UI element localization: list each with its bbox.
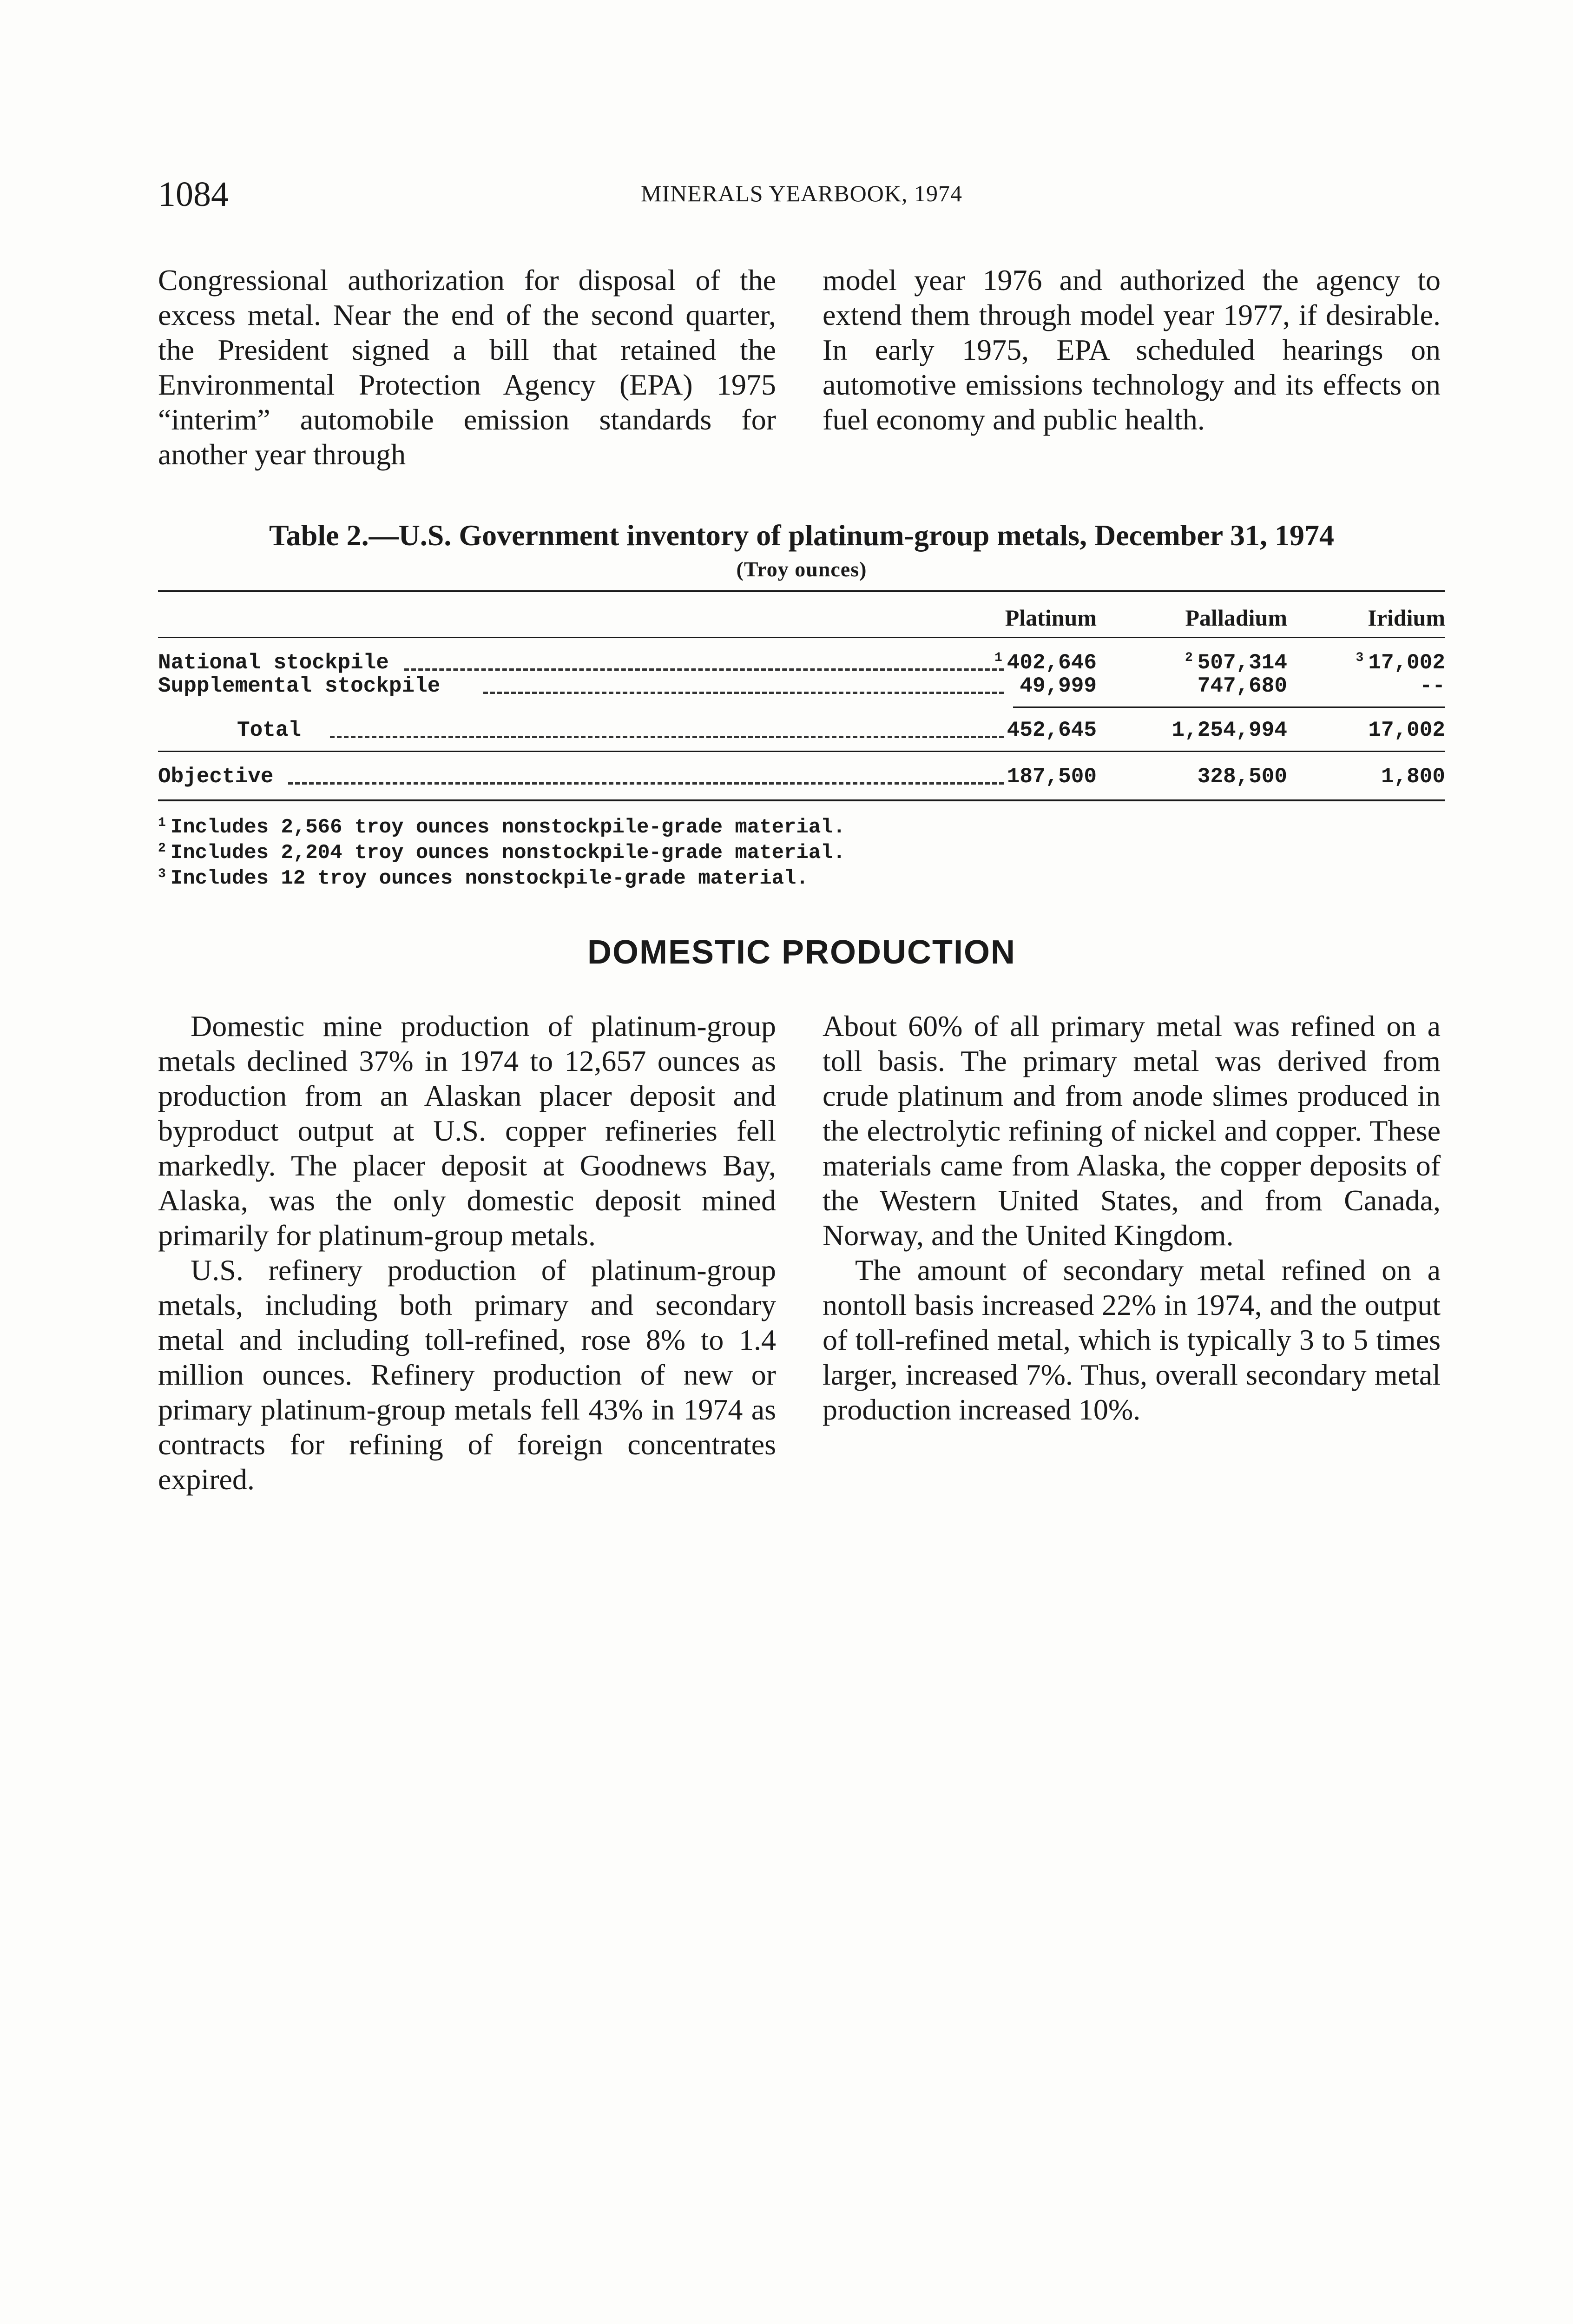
footnote-text: Includes 12 troy ounces nonstockpile-grade material. bbox=[170, 867, 809, 890]
footnote-mark: 1 bbox=[158, 816, 166, 830]
section-right-column bbox=[823, 1009, 1441, 1427]
cell-value: 402,646 bbox=[1007, 651, 1097, 675]
section-paragraph: About 60% of all primary metal was refined on a toll basis. The primary metal was derived from crude platinum and from anode slimes produced in the electrolytic refining of nickel and copper. These materials came from Alaska, the copper deposits of the Western United States, and from Canada, Norway, and the United Kingdom. bbox=[823, 1010, 1441, 1252]
row-label-national-stockpile: National stockpile bbox=[158, 651, 389, 675]
page-number: 1084 bbox=[158, 175, 229, 214]
section-heading: DOMESTIC PRODUCTION bbox=[587, 934, 1016, 971]
footnote-ref: 3 bbox=[1356, 651, 1364, 665]
table-header-rule bbox=[158, 637, 1445, 638]
table-footnote bbox=[158, 841, 845, 865]
cell-supplemental-platinum: 49,999 bbox=[1020, 674, 1097, 698]
dot-leader bbox=[330, 736, 1004, 738]
dot-leader bbox=[404, 668, 1004, 671]
row-label-total: Total bbox=[237, 718, 302, 742]
cell-national-platinum bbox=[957, 651, 1097, 675]
cell-supplemental-palladium: 747,680 bbox=[1197, 674, 1287, 698]
cell-total-palladium: 1,254,994 bbox=[1172, 718, 1287, 742]
footnote-mark: 2 bbox=[158, 841, 166, 856]
cell-value: 17,002 bbox=[1368, 651, 1445, 675]
section-paragraph: Domestic mine production of platinum-group metals declined 37% in 1974 to 12,657 ounces as production from an Alaskan placer deposit and byproduct output at U.S. copper refineries fell markedly. The placer deposit at Goodnews Bay, Alaska, was the only domestic deposit mined primarily for platinum-group metals. bbox=[158, 1010, 776, 1252]
intro-left-paragraph: Congressional authorization for disposal of the excess metal. Near the end of the second quarter, the President signed a bill that retained the Environmental Protection Agency (EPA) 1975 “interim” automobile emission standards for another year through bbox=[158, 264, 776, 471]
cell-objective-palladium: 328,500 bbox=[1197, 765, 1287, 789]
footnote-ref: 1 bbox=[994, 651, 1002, 665]
cell-national-iridium bbox=[1306, 651, 1445, 675]
cell-national-palladium bbox=[1148, 651, 1287, 675]
cell-total-platinum: 452,645 bbox=[1007, 718, 1097, 742]
sum-rule bbox=[1013, 706, 1445, 708]
footnote-mark: 3 bbox=[158, 867, 166, 881]
running-head bbox=[158, 174, 1445, 216]
intro-right-column bbox=[823, 263, 1441, 437]
table-top-rule bbox=[158, 590, 1445, 592]
footnote-text: Includes 2,566 troy ounces nonstockpile-grade material. bbox=[170, 816, 846, 839]
table-footnote bbox=[158, 867, 809, 890]
section-paragraph: The amount of secondary metal refined on a nontoll basis increased 22% in 1974, and the output of toll-refined metal, which is typically 3 to 5 times larger, increased 7%. Thus, overall secondary metal production increased 10%. bbox=[823, 1254, 1441, 1426]
cell-objective-platinum: 187,500 bbox=[1007, 765, 1097, 789]
running-title: MINERALS YEARBOOK, 1974 bbox=[641, 180, 962, 206]
row-label-supplemental-stockpile: Supplemental stockpile bbox=[158, 674, 441, 698]
cell-value: 507,314 bbox=[1197, 651, 1287, 675]
column-header-iridium: Iridium bbox=[1368, 605, 1445, 631]
column-header-platinum: Platinum bbox=[1005, 605, 1097, 631]
table-caption: Table 2.—U.S. Government inventory of platinum-group metals, December 31, 1974 bbox=[269, 519, 1335, 552]
table-unit: (Troy ounces) bbox=[736, 557, 867, 581]
row-rule bbox=[158, 751, 1445, 752]
dot-leader bbox=[288, 782, 1004, 785]
intro-left-column bbox=[158, 263, 776, 472]
footnote-text: Includes 2,204 troy ounces nonstockpile-grade material. bbox=[170, 841, 846, 865]
intro-right-paragraph: model year 1976 and authorized the agency to extend them through model year 1977, if desirable. In early 1975, EPA scheduled hearings on automotive emissions technology and its effects on fuel economy and public health. bbox=[823, 264, 1441, 436]
column-header-palladium: Palladium bbox=[1185, 605, 1287, 631]
cell-total-iridium: 17,002 bbox=[1368, 718, 1445, 742]
dot-leader bbox=[483, 692, 1004, 694]
table-bottom-rule bbox=[158, 799, 1445, 801]
footnote-ref: 2 bbox=[1185, 651, 1193, 665]
section-paragraph: U.S. refinery production of platinum-group metals, including both primary and secondary metal and including toll-refined, rose 8% to 1.4 million ounces. Refinery production of new or primary platinum-group metals fell 43% in 1974 as contracts for refining of foreign concentrates expired. bbox=[158, 1254, 776, 1496]
cell-objective-iridium: 1,800 bbox=[1381, 765, 1445, 789]
table-footnote bbox=[158, 816, 845, 839]
row-label-objective: Objective bbox=[158, 765, 274, 789]
section-left-column bbox=[158, 1009, 776, 1497]
cell-supplemental-iridium: -- bbox=[1419, 674, 1445, 698]
